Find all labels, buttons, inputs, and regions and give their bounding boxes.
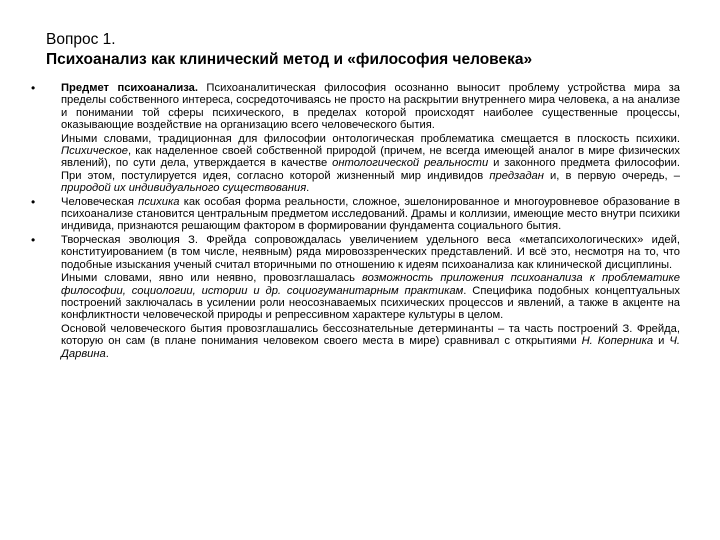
bullet-item <box>30 82 680 195</box>
bullet-item <box>30 196 680 233</box>
text-run: . Специфика подобных концептуальных построений заключалась в усилении роли неосознаваемых психических процессов и явлений, а также в акценте на конфликтности человеческой природы и репрессивном характере культуры в целом. <box>61 284 680 322</box>
paragraph <box>61 82 680 132</box>
text-run: , как наделенное своей собственной природой (причем, не всегда имеющей аналог в мире физических явлений), по сути дела, утверждается в качестве <box>61 145 680 170</box>
text-run: как особая форма реальности, сложное, эшелонированное и многоуровневое образование в психоанализе становится центральным предметом исследований. Драмы и коллизии, имеющие место внутри психики индивида, признаются решающим фактором в формировании фундамента социального бытия. <box>61 195 680 233</box>
text-run: Человеческая <box>61 195 139 208</box>
text-run: . <box>306 182 310 195</box>
emphasis-text: психика <box>138 195 180 208</box>
paragraph <box>61 133 680 195</box>
emphasis-text: онтологической реальности <box>332 157 489 170</box>
emphasis-text: Н. Коперника <box>581 335 654 348</box>
text-run: и, в первую очередь, – <box>543 169 681 182</box>
bullet-marker: • <box>31 81 36 95</box>
paragraph <box>61 234 680 271</box>
text-run: Основой человеческого бытия провозглашались бессознательные детерминанты – та часть построений З. Фрейда, которую он сам (в плане понимания человеком своего места в мире) сравнивал с открытиями <box>61 322 680 348</box>
text-run: Творческая эволюция З. Фрейда сопровождалась увеличением удельного веса «метапсихологических» идей, конституированием (в том числе, неявным) ряда мировоззренческих представлений. И всё это, несмотря на то, что подобные изыскания ученый считал вторичными по отношению к идеям психоанализа как клинической дисциплины. <box>61 233 680 271</box>
text-run: и <box>653 335 670 348</box>
bullet-marker: • <box>31 194 36 209</box>
bullet-item <box>30 234 680 360</box>
emphasis-text: Ч. Дарвина <box>61 335 680 360</box>
bullet-marker: • <box>31 232 36 247</box>
text-run: и законного предмета философии. При этом, постулируется идея, согласно которой жизненный мир индивидов <box>61 157 680 182</box>
paragraph <box>61 323 680 360</box>
emphasis-text: природой их индивидуального существования <box>61 182 307 195</box>
question-number: Вопрос 1. <box>46 31 116 48</box>
slide-title <box>46 30 666 70</box>
text-run: Иными словами, явно или неявно, провозглашалась <box>61 272 363 285</box>
bullet-list <box>30 82 680 360</box>
emphasis-text: предзадан <box>489 169 544 182</box>
emphasis-text: возможность приложения психоанализа к проблематике философии, социологии, истории и др. социогуманитарным практикам <box>61 272 680 297</box>
text-run: . <box>105 347 109 360</box>
emphasis-text: Психическое <box>61 145 128 158</box>
topic-heading: Психоанализ как клинический метод и «философия человека» <box>46 51 533 68</box>
strong-text: Предмет психоанализа. <box>61 82 199 94</box>
text-run: Психоаналитическая философия осознанно выносит проблему устройства мира за пределы собственного интереса, сосредоточиваясь не просто на раскрытии внутреннего мира человека, а на анализе и понимании той сферы психического, в пределах которой происходят наиболее существенные процессы, оказывающие воздействие на организацию всего человеческого бытия. <box>61 82 680 132</box>
paragraph <box>61 272 680 322</box>
text-run: Иными словами, традиционная для философии онтологическая проблематика смещается в плоскость психики. <box>61 132 680 145</box>
paragraph <box>61 196 680 233</box>
